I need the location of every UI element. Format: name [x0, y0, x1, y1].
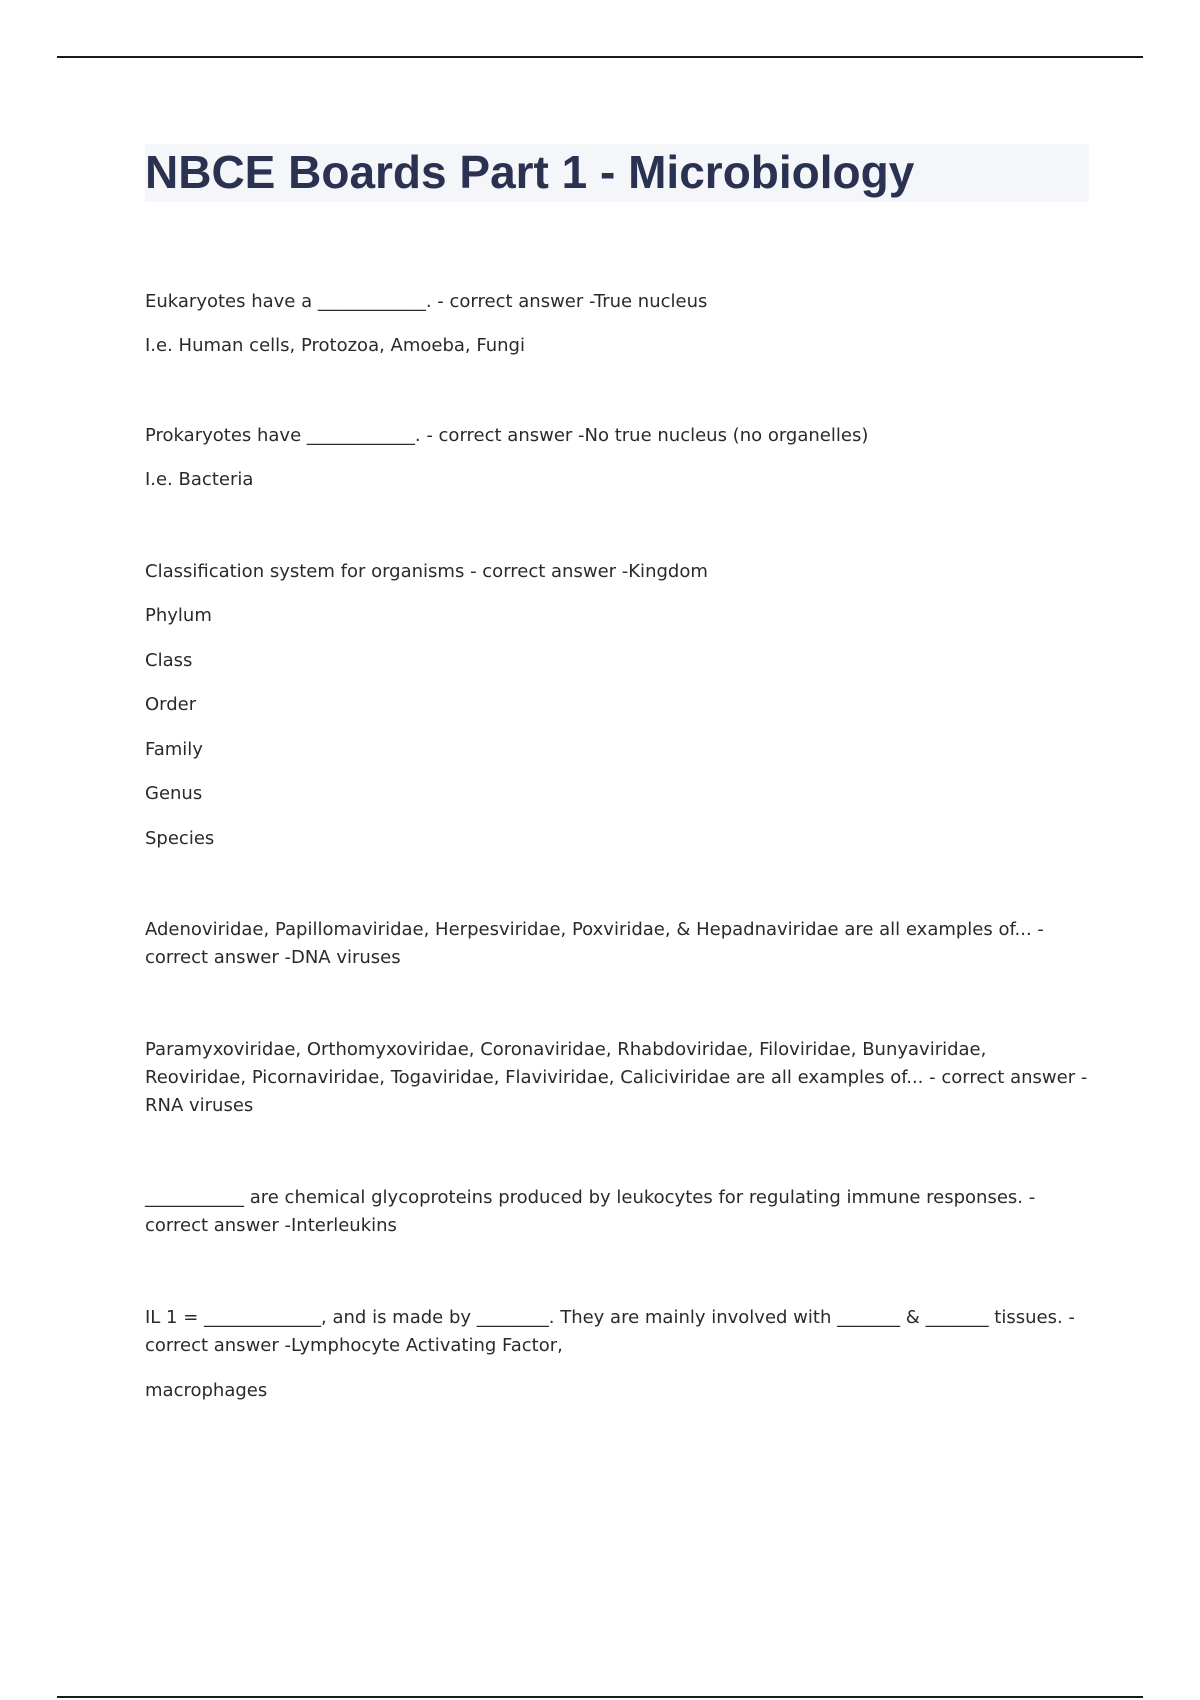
question-text: Paramyxoviridae, Orthomyxoviridae, Coronaviridae, Rhabdoviridae, Filoviridae, Bunyaviridae, Reoviridae, Picornaviridae, Togaviridae, Flaviviridae, Caliciviridae are all examples of... - correct answer -RNA viruses: [145, 1039, 1088, 1116]
taxon-order: Order: [145, 694, 197, 715]
flashcard-il1: [145, 1304, 1090, 1405]
top-rule: [57, 56, 1143, 58]
taxon-species: Species: [145, 828, 215, 849]
question-text: ___________ are chemical glycoproteins produced by leukocytes for regulating immune responses. - correct answer -Interleukins: [145, 1187, 1036, 1236]
taxon-genus: Genus: [145, 783, 203, 804]
question-text: Adenoviridae, Papillomaviridae, Herpesviridae, Poxviridae, & Hepadnaviridae are all examples of... - correct answer -DNA viruses: [145, 919, 1044, 968]
answer-detail: I.e. Bacteria: [145, 469, 254, 490]
flashcard-dna-viruses: [145, 916, 1090, 972]
document-body: [145, 288, 1090, 1405]
taxon-phylum: Phylum: [145, 605, 212, 626]
question-text: IL 1 = _____________, and is made by ________. They are mainly involved with _______ & _______ tissues. - correct answer -Lymphocyte Activating Factor,: [145, 1307, 1075, 1356]
flashcard-classification: [145, 558, 1090, 853]
taxon-class: Class: [145, 650, 193, 671]
flashcard-eukaryotes: [145, 288, 1090, 360]
answer-detail: I.e. Human cells, Protozoa, Amoeba, Fungi: [145, 335, 525, 356]
question-text: Classification system for organisms - correct answer -Kingdom: [145, 561, 708, 582]
document-title: NBCE Boards Part 1 - Microbiology: [145, 146, 915, 198]
answer-detail: macrophages: [145, 1380, 268, 1401]
bottom-rule: [57, 1696, 1143, 1698]
question-text: Prokaryotes have ____________. - correct answer -No true nucleus (no organelles): [145, 425, 869, 446]
flashcard-rna-viruses: [145, 1036, 1090, 1120]
question-text: Eukaryotes have a ____________. - correct answer -True nucleus: [145, 291, 708, 312]
flashcard-prokaryotes: [145, 422, 1090, 494]
taxon-family: Family: [145, 739, 203, 760]
flashcard-interleukins: [145, 1184, 1090, 1240]
